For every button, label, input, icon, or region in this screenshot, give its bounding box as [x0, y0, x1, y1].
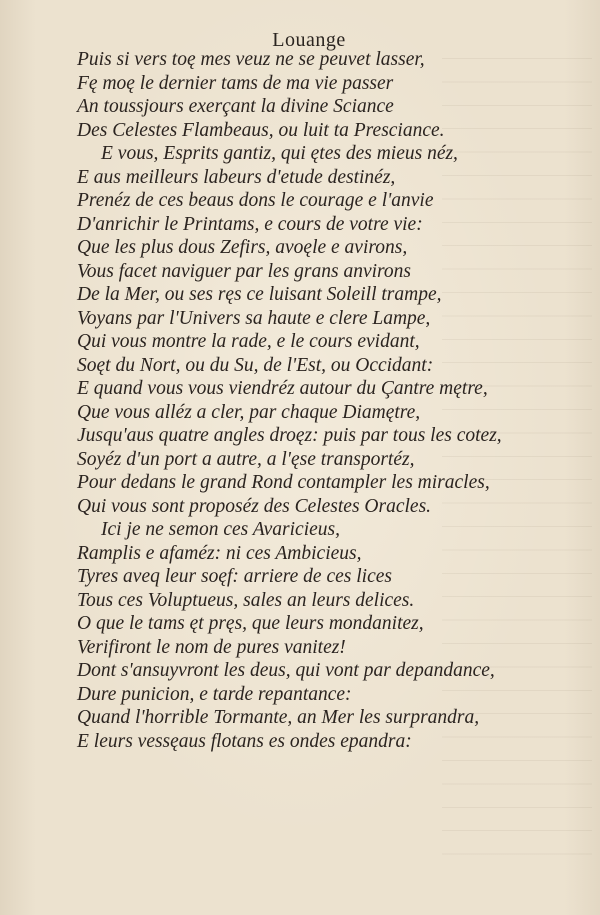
poem-line: Verifiront le nom de pures vanitez!: [77, 636, 346, 658]
running-title: Louange: [272, 29, 346, 51]
poem-line: Ici je ne semon ces Avaricieus,: [101, 519, 340, 540]
poem-line: Fę moę le dernier tams de ma vie passer: [77, 72, 394, 94]
poem-line: O que le tams ęt pręs, que leurs mondanitez,: [77, 613, 424, 634]
poem-line: Tyres aveq leur soęf: arriere de ces lices: [77, 566, 392, 587]
poem-line: Dure punicion, e tarde repantance:: [77, 683, 352, 705]
poem-line: Que vous alléz a cler, par chaque Diamętre,: [77, 401, 421, 423]
poem-line: E leurs vessęaus flotans es ondes epandra:: [77, 730, 412, 752]
poem-line: Pour dedans le grand Rond contampler les miracles,: [77, 472, 490, 493]
bleed-through-shadow: [442, 40, 592, 860]
poem-line: Dont s'ansuyvront les deus, qui vont par depandance,: [77, 660, 495, 681]
poem-line: Vous facet naviguer par les grans anvirons: [77, 260, 412, 282]
poem-line: E quand vous vous viendréz autour du Çantre mętre,: [77, 378, 488, 399]
poem-line: Ramplis e afaméz: ni ces Ambicieus,: [77, 542, 362, 564]
poem-line: Soyéz d'un port a autre, a l'ęse transportéz,: [77, 448, 415, 470]
poem-line: Des Celestes Flambeaus, ou luit ta Presciance.: [77, 119, 445, 141]
poem-line: Soęt du Nort, ou du Su, de l'Est, ou Occidant:: [77, 354, 434, 376]
poem-line: De la Mer, ou ses ręs ce luisant Soleill trampe,: [77, 284, 442, 305]
poem-line: D'anrichir le Printams, e cours de votre vie:: [77, 213, 423, 235]
poem-line: Voyans par l'Univers sa haute e clere Lampe,: [77, 307, 431, 329]
poem-line: E vous, Esprits gantiz, qui ętes des mieus néz,: [101, 143, 458, 164]
poem-line: Puis si vers toę mes veuz ne se peuvet lasser,: [77, 49, 425, 70]
poem-line: E aus meilleurs labeurs d'etude destinéz,: [77, 166, 396, 188]
poem-line: An toussjours exerçant la divine Sciance: [77, 96, 394, 117]
poem-line: Jusqu'aus quatre angles droęz: puis par tous les cotez,: [77, 425, 502, 446]
poem-line: Que les plus dous Zefirs, avoęle e avirons,: [77, 237, 408, 258]
poem-line: Tous ces Voluptueus, sales an leurs delices.: [77, 589, 415, 611]
poem-line: Prenéz de ces beaus dons le courage e l'anvie: [77, 190, 434, 211]
poem-line: Qui vous montre la rade, e le cours evidant,: [77, 331, 420, 352]
poem-line: Qui vous sont proposéz des Celestes Oracles.: [77, 495, 432, 517]
poem-line: Quand l'horrible Tormante, an Mer les surprandra,: [77, 707, 480, 728]
